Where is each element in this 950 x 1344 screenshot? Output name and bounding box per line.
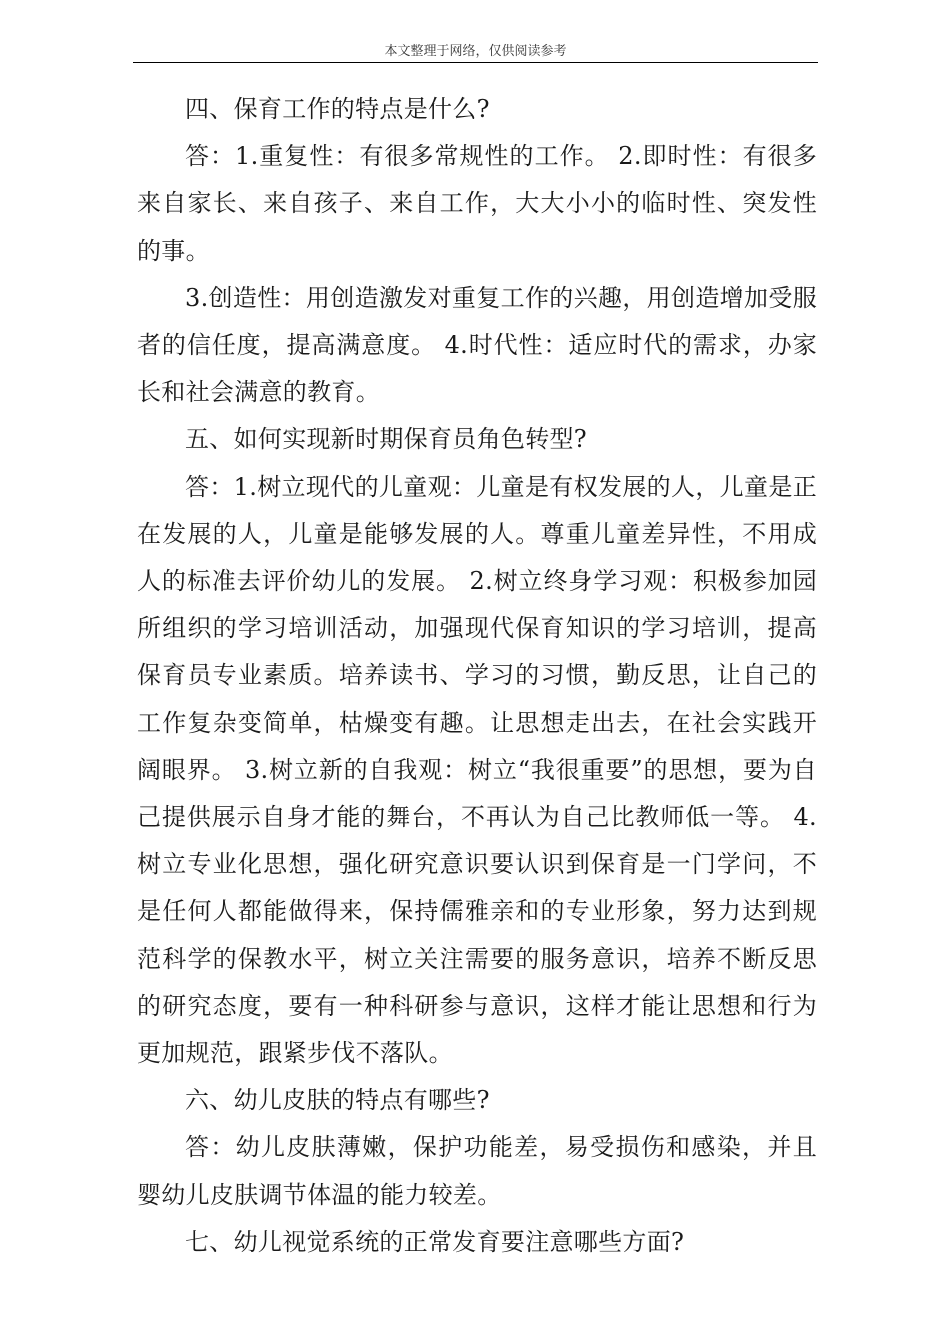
answer-paragraph-4a: 答：1.重复性：有很多常规性的工作。 2.即时性：有很多来自家长、来自孩子、来自工作，大大小小的临时性、突发性的事。 xyxy=(137,142,817,265)
answer-paragraph-4b: 3.创造性：用创造激发对重复工作的兴趣，用创造增加受服者的信任度，提高满意度。 4.时代性：适应时代的需求，办家长和社会满意的教育。 xyxy=(137,283,817,407)
question-heading-4: 四、保育工作的特点是什么? xyxy=(185,95,490,123)
question-heading-6: 六、幼儿皮肤的特点有哪些? xyxy=(185,1086,490,1115)
document-body xyxy=(137,86,817,1266)
header-divider xyxy=(133,62,818,63)
question-heading-7: 七、幼儿视觉系统的正常发育要注意哪些方面? xyxy=(185,1227,685,1256)
answer-paragraph-6: 答：幼儿皮肤薄嫩，保护功能差，易受损伤和感染，并且 婴幼儿皮肤调节体温的能力较差。 xyxy=(137,1133,817,1209)
page-header: 本文整理于网络，仅供阅读参考 xyxy=(384,44,567,59)
question-heading-5: 五、如何实现新时期保育员角色转型? xyxy=(185,425,587,454)
answer-paragraph-5: 答：1.树立现代的儿童观：儿童是有权发展的人，儿童是正在发展的人，儿童是能够发展的人。尊重儿童差异性，不用成人的标准去评价幼儿的发展。 2.树立终身学习观：积极参加园所组织的学习培训活动，加强现代保育知识的学习培训，提高保育员专业素质。培养读书、学习的习惯，勤反思，让自己的工作复杂变简单，枯燥变有趣。让思想走出去，在社会实践开阔眼界。 3.树立新的自我观：树立“我很重要”的思想，要为自己提供展示自身才能的舞台，不再认为自己比教师低一等。 4.树立专业化思想，强化研究意识要认识到保育是一门学问，不是任何人都能做得来，保持儒雅亲和的专业形象，努力达到规范科学的保教水平，树立关注需要的服务意识，培养不断反思的研究态度，要有一种科研参与意识，这样才能让思想和行为更加规范，跟紧步伐不落队。 xyxy=(137,472,817,1068)
